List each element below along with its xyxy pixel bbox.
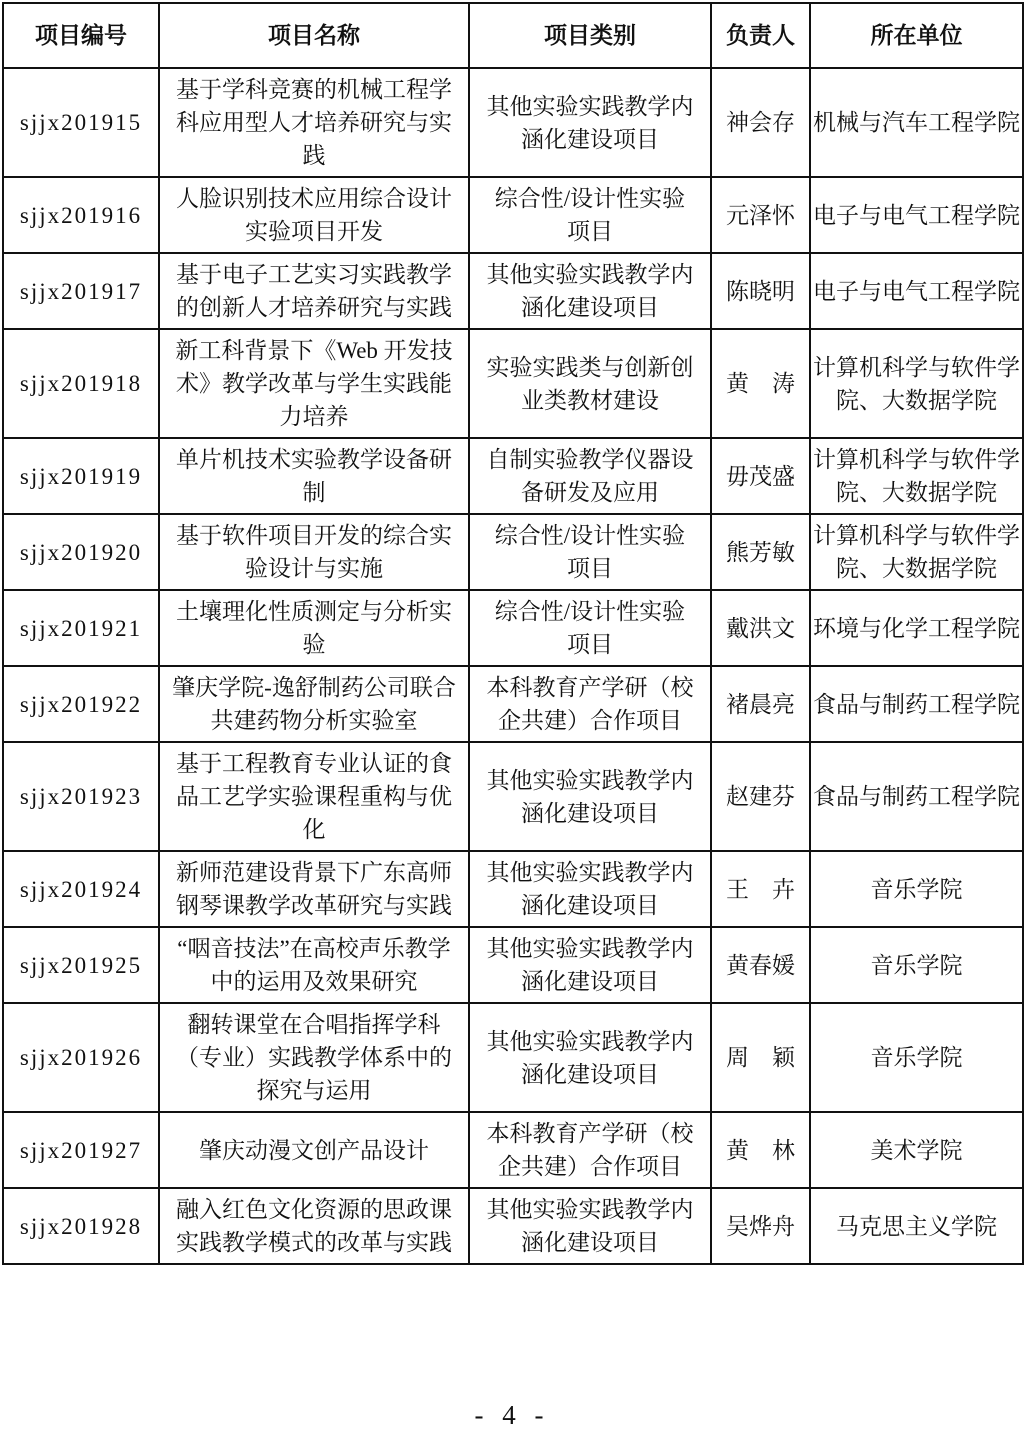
cell-project-name: 基于电子工艺实习实践教学的创新人才培养研究与实践 [159, 253, 469, 329]
cell-project-category: 其他实验实践教学内涵化建设项目 [469, 851, 711, 927]
header-project-id: 项目编号 [3, 3, 159, 68]
cell-project-category: 本科教育产学研（校企共建）合作项目 [469, 666, 711, 742]
cell-project-unit: 计算机科学与软件学院、大数据学院 [810, 438, 1023, 514]
cell-project-id: sjjx201920 [3, 514, 159, 590]
cell-project-name: 人脸识别技术应用综合设计实验项目开发 [159, 177, 469, 253]
cell-project-id: sjjx201927 [3, 1112, 159, 1188]
cell-project-id: sjjx201928 [3, 1188, 159, 1264]
cell-project-name: 基于工程教育专业认证的食品工艺学实验课程重构与优化 [159, 742, 469, 851]
table-row [3, 438, 1023, 514]
cell-project-leader: 黄 林 [711, 1112, 810, 1188]
cell-project-name: 土壤理化性质测定与分析实验 [159, 590, 469, 666]
table-row [3, 1112, 1023, 1188]
cell-project-name: 肇庆学院-逸舒制药公司联合共建药物分析实验室 [159, 666, 469, 742]
table-row [3, 253, 1023, 329]
cell-project-unit: 机械与汽车工程学院 [810, 68, 1023, 177]
cell-project-name: 翻转课堂在合唱指挥学科（专业）实践教学体系中的探究与运用 [159, 1003, 469, 1112]
cell-project-id: sjjx201917 [3, 253, 159, 329]
cell-project-category: 实验实践类与创新创业类教材建设 [469, 329, 711, 438]
table-row [3, 177, 1023, 253]
cell-project-category: 本科教育产学研（校企共建）合作项目 [469, 1112, 711, 1188]
cell-project-category: 其他实验实践教学内涵化建设项目 [469, 742, 711, 851]
table-body [3, 68, 1023, 1264]
cell-project-name: 基于学科竞赛的机械工程学科应用型人才培养研究与实践 [159, 68, 469, 177]
cell-project-unit: 马克思主义学院 [810, 1188, 1023, 1264]
cell-project-leader: 黄 涛 [711, 329, 810, 438]
cell-project-category: 综合性/设计性实验项目 [469, 514, 711, 590]
cell-project-leader: 元泽怀 [711, 177, 810, 253]
table-header [3, 3, 1023, 68]
cell-project-category: 其他实验实践教学内涵化建设项目 [469, 68, 711, 177]
cell-project-name: 单片机技术实验教学设备研制 [159, 438, 469, 514]
table-row [3, 1003, 1023, 1112]
cell-project-category: 其他实验实践教学内涵化建设项目 [469, 1188, 711, 1264]
cell-project-unit: 食品与制药工程学院 [810, 666, 1023, 742]
cell-project-unit: 计算机科学与软件学院、大数据学院 [810, 514, 1023, 590]
cell-project-leader: 戴洪文 [711, 590, 810, 666]
cell-project-category: 综合性/设计性实验项目 [469, 590, 711, 666]
table-row [3, 742, 1023, 851]
cell-project-leader: 陈晓明 [711, 253, 810, 329]
header-project-unit: 所在单位 [810, 3, 1023, 68]
cell-project-leader: 王 卉 [711, 851, 810, 927]
cell-project-category: 其他实验实践教学内涵化建设项目 [469, 1003, 711, 1112]
table-row [3, 68, 1023, 177]
cell-project-unit: 音乐学院 [810, 851, 1023, 927]
cell-project-leader: 黄春媛 [711, 927, 810, 1003]
cell-project-unit: 计算机科学与软件学院、大数据学院 [810, 329, 1023, 438]
cell-project-name: 肇庆动漫文创产品设计 [159, 1112, 469, 1188]
cell-project-id: sjjx201926 [3, 1003, 159, 1112]
cell-project-category: 综合性/设计性实验项目 [469, 177, 711, 253]
cell-project-id: sjjx201922 [3, 666, 159, 742]
cell-project-leader: 毋茂盛 [711, 438, 810, 514]
header-row [3, 3, 1023, 68]
cell-project-name: 新工科背景下《Web 开发技术》教学改革与学生实践能力培养 [159, 329, 469, 438]
cell-project-category: 其他实验实践教学内涵化建设项目 [469, 927, 711, 1003]
cell-project-unit: 环境与化学工程学院 [810, 590, 1023, 666]
cell-project-name: 融入红色文化资源的思政课实践教学模式的改革与实践 [159, 1188, 469, 1264]
table-row [3, 851, 1023, 927]
cell-project-id: sjjx201919 [3, 438, 159, 514]
cell-project-leader: 褚晨亮 [711, 666, 810, 742]
document-page [0, 2, 1024, 1449]
cell-project-id: sjjx201916 [3, 177, 159, 253]
table-row [3, 1188, 1023, 1264]
cell-project-name: 新师范建设背景下广东高师钢琴课教学改革研究与实践 [159, 851, 469, 927]
cell-project-unit: 食品与制药工程学院 [810, 742, 1023, 851]
cell-project-leader: 吴烨舟 [711, 1188, 810, 1264]
cell-project-leader: 熊芳敏 [711, 514, 810, 590]
cell-project-id: sjjx201923 [3, 742, 159, 851]
page-number: - 4 - [474, 1400, 550, 1430]
table-row [3, 590, 1023, 666]
cell-project-id: sjjx201918 [3, 329, 159, 438]
cell-project-id: sjjx201915 [3, 68, 159, 177]
cell-project-id: sjjx201924 [3, 851, 159, 927]
header-project-leader: 负责人 [711, 3, 810, 68]
cell-project-name: 基于软件项目开发的综合实验设计与实施 [159, 514, 469, 590]
cell-project-unit: 美术学院 [810, 1112, 1023, 1188]
cell-project-category: 其他实验实践教学内涵化建设项目 [469, 253, 711, 329]
cell-project-unit: 音乐学院 [810, 927, 1023, 1003]
table-row [3, 514, 1023, 590]
table-row [3, 329, 1023, 438]
cell-project-leader: 神会存 [711, 68, 810, 177]
project-table [2, 2, 1024, 1265]
cell-project-id: sjjx201921 [3, 590, 159, 666]
cell-project-leader: 赵建芬 [711, 742, 810, 851]
cell-project-category: 自制实验教学仪器设备研发及应用 [469, 438, 711, 514]
cell-project-leader: 周 颖 [711, 1003, 810, 1112]
table-row [3, 666, 1023, 742]
header-project-category: 项目类别 [469, 3, 711, 68]
cell-project-id: sjjx201925 [3, 927, 159, 1003]
table-row [3, 927, 1023, 1003]
cell-project-unit: 电子与电气工程学院 [810, 253, 1023, 329]
cell-project-unit: 音乐学院 [810, 1003, 1023, 1112]
cell-project-name: “咽音技法”在高校声乐教学中的运用及效果研究 [159, 927, 469, 1003]
cell-project-unit: 电子与电气工程学院 [810, 177, 1023, 253]
header-project-name: 项目名称 [159, 3, 469, 68]
